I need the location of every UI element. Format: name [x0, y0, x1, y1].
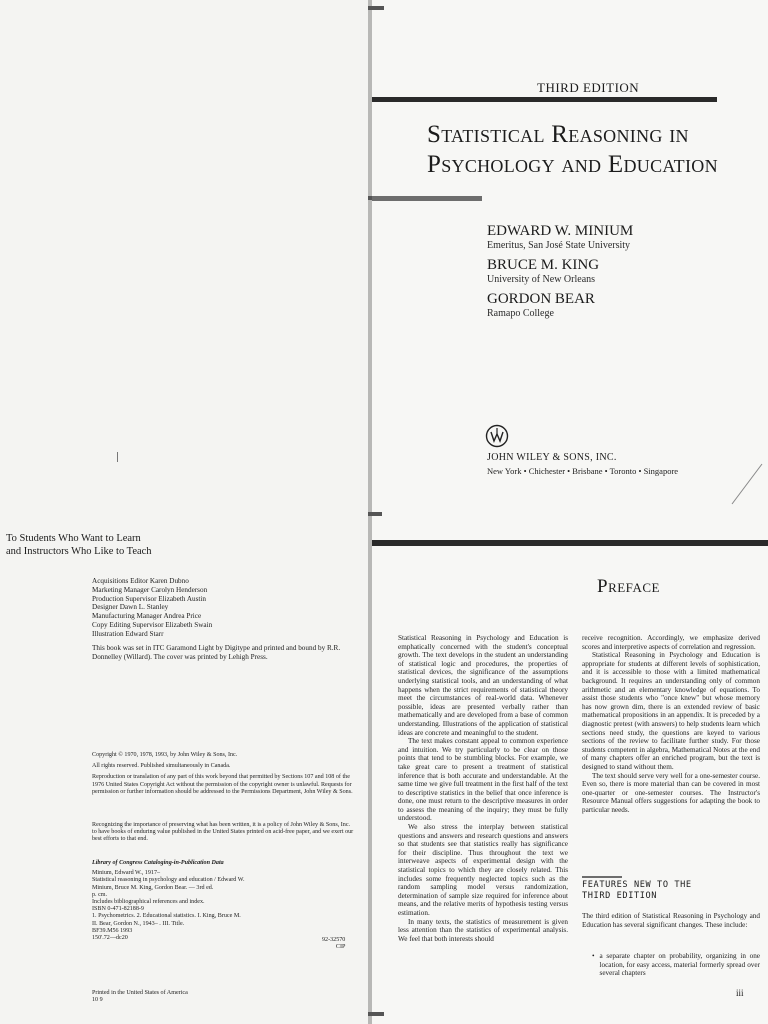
cip-line: Includes bibliographical references and index.: [92, 899, 205, 906]
cip-number: 92-32570: [322, 937, 346, 943]
cip-line: Minium, Edward W., 1917–: [92, 870, 161, 877]
cip-line: Minium, Bruce M. King, Gordon Bear. — 3rd ed.: [92, 884, 214, 891]
title-line-2: Psychology and Education: [427, 151, 718, 178]
preface-paragraph: We also stress the interplay between statistical questions and answers and research questions and answers so that students see that statistics really has significance for their discipline. Thus throughout the text we interweave aspects of experimental design with the statistical topics to which they are closely related. This includes some frequently neglected topics such as the random sampling model versus randomization, determination of sample size required for inference about means, and the relative merits of hypothesis testing versus estimation.: [398, 823, 568, 917]
cip-line: ISBN 0-471-82188-9: [92, 906, 144, 913]
features-rule: [582, 876, 622, 878]
binding-mark: [368, 512, 382, 516]
author-block: [487, 222, 633, 320]
preface-column-1: [398, 634, 568, 943]
features-heading: [582, 880, 692, 902]
features-heading-line-1: FEATURES NEW TO THE: [582, 880, 692, 890]
publisher-name: JOHN WILEY & SONS, INC.: [487, 452, 617, 463]
paper-policy: Recognizing the importance of preserving what has been written, it is a policy of John Wiley & Sons, Inc. to have books of enduring value published in the United States printed on acid-free paper, and we exert our best efforts to that end.: [92, 822, 354, 843]
preface-paragraph: Statistical Reasoning in Psychology and Education is emphatically concerned with the student's conceptual growth. The text develops in the student an understanding of statistical logic and procedures, the properties of statistical devices, the significance of the assumptions underlying statistical tools, and an understanding of what happens when the strict requirements of statistical theory meet the circumstances of real-world data. Whenever possible, ideas are presented verbally rather than mathematically and are developed from a base of common understanding. Illustrations of the application of statistical ideas are concrete and meaningful to the student.: [398, 634, 568, 737]
features-heading-line-2: THIRD EDITION: [582, 891, 658, 901]
preface-paragraph: receive recognition. Accordingly, we emphasize derived scores and interpretive aspects of correlation and regression.: [582, 634, 760, 651]
book-title: [427, 120, 718, 180]
author-name: GORDON BEAR: [487, 291, 595, 307]
preface-column-2: [582, 634, 760, 814]
cip-line: 150'.72—dc20: [92, 935, 128, 942]
credit-line: Acquisitions Editor Karen Dubno: [92, 577, 189, 585]
features-list-item: [582, 952, 760, 978]
author-affiliation: Ramapo College: [487, 308, 554, 319]
cip-line: BF39.M56 1993: [92, 927, 133, 934]
publisher-cities: New York • Chichester • Brisbane • Toronto • Singapore: [487, 466, 679, 476]
pencil-stroke-mark: [728, 462, 764, 506]
cip-codes: [322, 937, 345, 951]
edition-label: THIRD EDITION: [537, 80, 640, 95]
features-bullet-text: a separate chapter on probability, organizing in one location, for easy access, material formerly spread over several chapters: [599, 952, 760, 978]
binding-mark: [368, 1012, 384, 1016]
cip-line: 1. Psychometrics. 2. Educational statistics. I. King, Bruce M.: [92, 913, 241, 920]
cip-line: Statistical reasoning in psychology and education / Edward W.: [92, 877, 245, 884]
staff-credits: [92, 577, 212, 639]
rights-notice: All rights reserved. Published simultaneously in Canada.: [92, 763, 231, 770]
cip-heading: Library of Congress Cataloging-in-Publication Data: [92, 860, 224, 866]
copyright-block: [92, 752, 354, 796]
preface-paragraph: The text makes constant appeal to common experience and intuition. We try particularly to be clear on those points that tend to be stumbling blocks. For example, we take great care to present a treatment of statistical inference that is both accurate and understandable. At the same time we give full treatment in the first half of the text to descriptive statistics in the belief that once inference is done, one must return to the descriptive measures in order to assess the meaning of the inquiry; they must be fully understood.: [398, 737, 568, 823]
features-intro: The third edition of Statistical Reasoning in Psychology and Education has several significant changes. These include:: [582, 912, 760, 929]
preface-heading: Preface: [597, 576, 660, 597]
typeset-note: This book was set in ITC Garamond Light by Digitype and printed and bound by R.R. Donnelley (Willard). The cover was printed by Lehigh Press.: [92, 644, 341, 661]
title-line-1: Statistical Reasoning in: [427, 121, 689, 148]
author-affiliation: University of New Orleans: [487, 274, 596, 285]
cip-label: CIP: [335, 944, 346, 951]
dedication: [6, 532, 152, 558]
cip-line: p. cm.: [92, 891, 108, 898]
cip-line: II. Bear, Gordon N., 1943– . III. Title.: [92, 920, 185, 927]
author-rule: [372, 196, 482, 201]
title-rule: [372, 97, 717, 102]
printing-info: [92, 990, 188, 1004]
credit-line: Designer Dawn L. Stanley: [92, 603, 169, 612]
dedication-line-1: To Students Who Want to Learn: [6, 533, 141, 544]
author-name: BRUCE M. KING: [487, 257, 600, 273]
credit-line: Copy Editing Supervisor Elizabeth Swain: [92, 620, 213, 629]
credit-line: Marketing Manager Carolyn Henderson: [92, 585, 208, 594]
printing-number: 10 9: [92, 997, 103, 1004]
preface-paragraph: The text should serve very well for a one-semester course. Even so, there is more material than can be covered in most one-quarter or one-semester courses. The Instructor's Resource Manual offers suggestions for adapting the book to particular needs.: [582, 771, 760, 814]
preface-paragraph: Statistical Reasoning in Psychology and Education is appropriate for students at different levels of sophistication, and it is accessible to those with a limited mathematical background. It requires an understanding only of common arithmetic and an elementary knowledge of equations. To assist those students who "once knew" but whose memory has now grown dim, there is an extended review of basic mathematical propositions in an appendix. It is preceded by a diagnostic pretest (with answers) to help students learn which sections need study, the questions are keyed to various sections of the review to facilitate further study. For those students competent in algebra, Mathematical Notes at the end of many chapters offer an enriched program, but the text is designed to stand without them.: [582, 651, 760, 771]
preface-rule: [372, 540, 768, 546]
credit-line: Illustration Edward Starr: [92, 629, 164, 638]
binding-mark: [368, 6, 384, 10]
scan-speck: [117, 452, 118, 462]
cip-data: [92, 860, 362, 942]
reproduction-notice: Reproduction or translation of any part of this work beyond that permitted by Sections 107 and 108 of the 1976 United States Copyright Act without the permission of the copyright owner is unlawful. Requests for permission or further information should be addressed to the Permissions Department, John Wiley & Sons.: [92, 774, 353, 795]
page-number: iii: [736, 988, 744, 998]
credit-line: Production Supervisor Elizabeth Austin: [92, 594, 206, 603]
dedication-line-2: and Instructors Who Like to Teach: [6, 546, 152, 557]
credit-line: Manufacturing Manager Andrea Price: [92, 612, 202, 621]
preface-paragraph: In many texts, the statistics of measurement is given less attention than the statistics of experimental analysis. We feel that both interests should: [398, 917, 568, 943]
author-name: EDWARD W. MINIUM: [487, 223, 634, 239]
copyright-notice: Copyright © 1970, 1978, 1993, by John Wiley & Sons, Inc.: [92, 752, 238, 758]
printed-in: Printed in the United States of America: [92, 990, 188, 996]
bullet-icon: •: [592, 952, 595, 960]
wiley-logo-icon: [485, 424, 509, 448]
author-affiliation: Emeritus, San José State University: [487, 240, 631, 251]
